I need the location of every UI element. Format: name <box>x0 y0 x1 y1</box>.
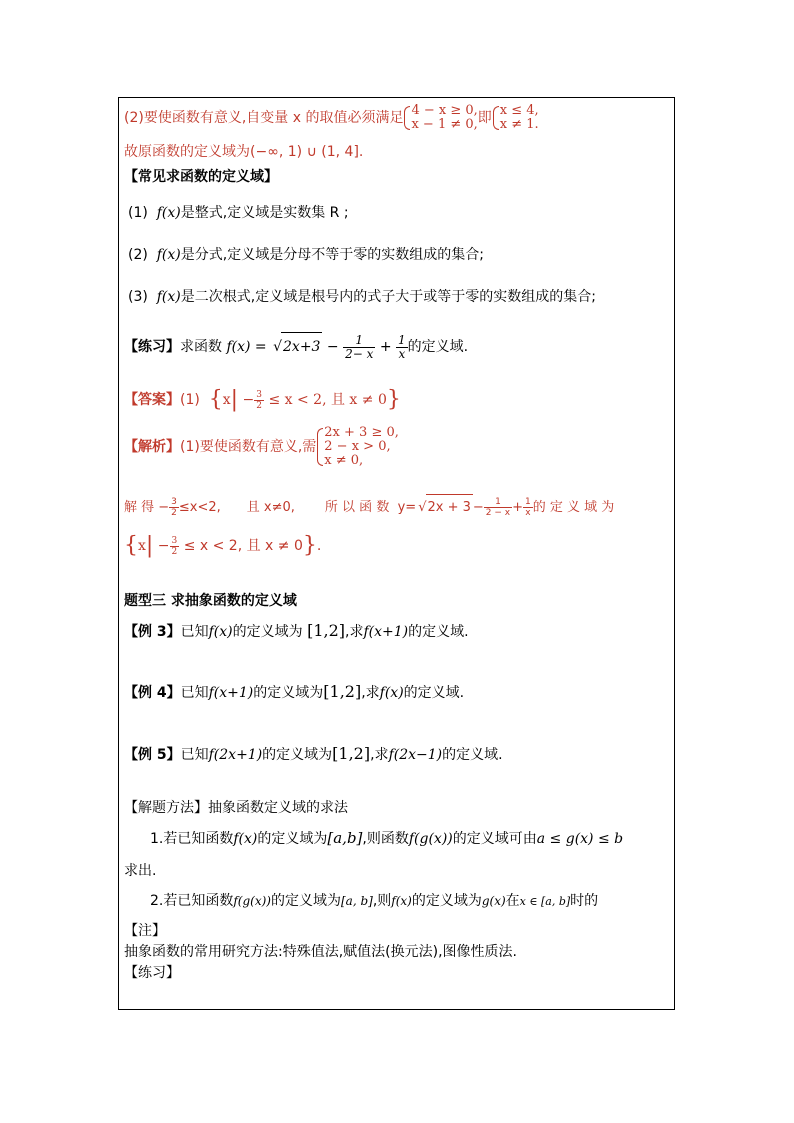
method-heading: 【解题方法】抽象函数定义域的求法 <box>124 800 348 816</box>
note-heading: 【注】 <box>124 923 166 939</box>
example-3: 【例 3】已知f(x)的定义域为 [1,2],求f(x+1)的定义域. <box>124 621 469 640</box>
answer-set: {x| − $\frac{3}{2}$ ≤ x < 2, 且 x ≠ 0} <box>208 387 401 412</box>
practice-fx: f(x) = <box>226 339 267 355</box>
method-step-2: 2.若已知函数f(g(x))的定义域为[a, b],则f(x)的定义域为g(x)在x ∈ [a, b]时的 <box>150 893 599 909</box>
analysis-line: 【解析】(1)要使函数有意义,需 2x + 3 ≥ 0, 2 − x > 0, x ≠ 0, <box>124 425 399 468</box>
part2-mid: 即 <box>477 110 492 126</box>
answer-label: 【答案】 <box>124 392 180 408</box>
common-item-2: (2) f(x)是分式,定义域是分母不等于零的实数组成的集合; <box>128 247 484 263</box>
note-text: 抽象函数的常用研究方法:特殊值法,赋值法(换元法),图像性质法. <box>124 944 517 960</box>
practice-frac2: $\frac{1}{x}$ <box>398 332 406 361</box>
analysis-conds: 2x + 3 ≥ 0, 2 − x > 0, x ≠ 0, <box>316 426 399 468</box>
method-step-1: 1.若已知函数f(x)的定义域为[a,b],则函数f(g(x))的定义域可由a ≤ g(x) ≤ b <box>150 829 624 847</box>
part2-lead: (2)要使函数有意义,自变量 x 的取值必须满足 <box>124 110 404 126</box>
part2-conclusion: 故原函数的定义域为(−∞, 1) ∪ (1, 4]. <box>124 144 364 160</box>
practice-radical: √ 2x+3 <box>281 332 322 361</box>
analysis-line3: {x| − $\frac{3}{2}$ ≤ x < 2, 且 x ≠ 0}. <box>124 533 322 558</box>
example-4: 【例 4】已知f(x+1)的定义域为[1,2],求f(x)的定义域. <box>124 682 465 701</box>
practice-frac1: $\frac{1}{2- x}$ <box>345 332 374 361</box>
part2-cond2: x ≤ 4, x ≠ 1. <box>492 104 539 132</box>
common-item-3: (3) f(x)是二次根式,定义域是根号内的式子大于或等于零的实数组成的集合; <box>128 289 596 305</box>
part2-line <box>124 104 539 132</box>
method-step-1-end: 求出. <box>124 863 157 879</box>
analysis-label: 【解析】 <box>124 439 180 455</box>
example-5: 【例 5】已知f(2x+1)的定义域为[1,2],求f(2x−1)的定义域. <box>124 744 503 763</box>
analysis-line2: 解 得 − $\frac{3}{2}$ ≤x<2, 且 x≠0, 所 以 函 数 y=√ 2x + 3 − $\frac{1}{2 - x}$ + $\frac{1}{x}$ 的 定 义 域 为 <box>124 494 614 521</box>
common-domain-heading: 【常见求函数的定义域】 <box>124 169 278 185</box>
practice2-label: 【练习】 <box>124 965 180 981</box>
answer-line: 【答案】(1) {x| − $\frac{3}{2}$ ≤ x < 2, 且 x ≠ 0} <box>124 387 401 412</box>
common-item-1: (1) f(x)是整式,定义域是实数集 R ; <box>128 205 349 221</box>
type3-heading: 题型三 求抽象函数的定义域 <box>124 593 297 609</box>
part2-cond1: 4 − x ≥ 0, x − 1 ≠ 0, <box>403 104 477 132</box>
practice-line: 【练习】求函数 f(x) = √ 2x+3 − $\frac{1}{2- x}$ + $\frac{1}{x}$ 的定义域. <box>124 332 468 361</box>
practice-label: 【练习】 <box>124 339 180 355</box>
